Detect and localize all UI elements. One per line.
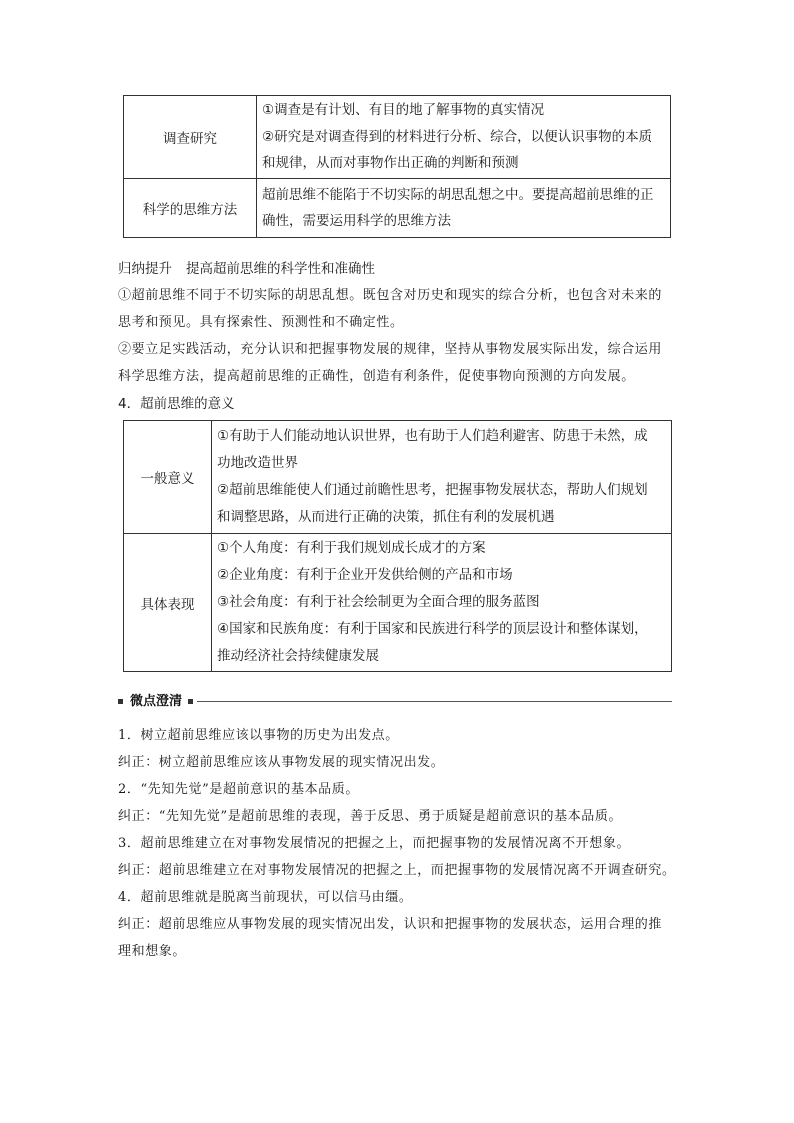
table-row (124, 421, 672, 534)
table-row (124, 534, 672, 672)
row-content (257, 179, 671, 238)
clarify-section-bar (117, 692, 672, 712)
row-header: 科学的思维方法 (124, 179, 257, 238)
content-line: ④国家和民族角度：有利于国家和民族进行科学的顶层设计和整体谋划， (217, 621, 648, 637)
row-content (257, 96, 671, 179)
clarify-title: 微点澄清 (130, 694, 183, 709)
clarify-line: 纠正：树立超前思维应该从事物发展的现实情况出发。 (118, 755, 445, 770)
clarify-line: 纠正：超前思维建立在对事物发展情况的把握之上，而把握事物的发展情况离不开调查研究。 (118, 863, 676, 878)
significance-table (123, 420, 672, 672)
content-line: ③社会角度：有利于社会绘制更为全面合理的服务蓝图 (217, 594, 540, 610)
clarify-line: 3．超前思维建立在对事物发展情况的把握之上，而把握事物的发展情况离不开想象。 (118, 836, 631, 851)
content-line: ①个人角度：有利于我们规划成长成才的方案 (217, 540, 486, 556)
method-table (123, 95, 671, 238)
clarify-line: 纠正：超前思维应从事物发展的现实情况出发，认识和把握事物的发展状态，运用合理的推 (118, 917, 663, 932)
summary-line: 思考和预见。具有探索性、预测性和不确定性。 (118, 315, 404, 330)
table-row (124, 96, 671, 179)
square-bullet-icon (188, 699, 193, 704)
content-line: 确性，需要运用科学的思维方法 (262, 213, 451, 229)
summary-heading (118, 259, 375, 279)
summary-line: 科学思维方法，提高超前思维的正确性，创造有利条件，促使事物向预测的方向发展。 (118, 369, 635, 384)
content-line: ②企业角度：有利于企业开发供给侧的产品和市场 (217, 567, 513, 583)
content-line: 功地改造世界 (217, 455, 298, 471)
content-line: ②研究是对调查得到的材料进行分析、综合，以便认识事物的本质 (262, 128, 653, 145)
summary-line: ②要立足实践活动，充分认识和把握事物发展的规律，坚持从事物发展实际出发，综合运用 (118, 342, 663, 357)
content-line: 和调整思路，从而进行正确的决策，抓住有利的发展机遇 (217, 509, 555, 525)
content-line: ②超前思维能使人们通过前瞻性思考，把握事物发展状态，帮助人们规划 (217, 482, 648, 498)
summary-label: 归纳提升 (118, 261, 172, 277)
row-header: 一般意义 (124, 421, 212, 534)
clarify-line: 纠正：“先知先觉”是超前思维的表现，善于反思、勇于质疑是超前意识的基本品质。 (118, 809, 623, 824)
content-line: ①调查是有计划、有目的地了解事物的真实情况 (262, 102, 545, 119)
table-row (124, 179, 671, 238)
clarify-line: 2．“先知先觉”是超前意识的基本品质。 (118, 782, 359, 797)
content-line: ①有助于人们能动地认识世界，也有助于人们趋利避害、防患于未然，成 (217, 428, 648, 444)
row-header: 调查研究 (124, 96, 257, 179)
clarify-line: 理和想象。 (118, 944, 187, 959)
clarify-line: 4．超前思维就是脱离当前现状，可以信马由缰。 (118, 890, 413, 905)
row-content (212, 421, 672, 534)
content-line: 推动经济社会持续健康发展 (217, 648, 379, 664)
divider (197, 701, 672, 702)
summary-title: 提高超前思维的科学性和准确性 (186, 261, 375, 277)
square-bullet-icon (118, 699, 123, 704)
content-line: 超前思维不能陷于不切实际的胡思乱想之中。要提高超前思维的正 (262, 186, 654, 203)
section-heading: 4．超前思维的意义 (118, 396, 235, 412)
row-content (212, 534, 672, 672)
row-header: 具体表现 (124, 534, 212, 672)
summary-line: ①超前思维不同于不切实际的胡思乱想。既包含对历史和现实的综合分析，也包含对未来的 (118, 288, 663, 303)
content-line: 和规律，从而对事物作出正确的判断和预测 (262, 155, 519, 172)
clarify-line: 1．树立超前思维应该以事物的历史为出发点。 (118, 728, 399, 743)
